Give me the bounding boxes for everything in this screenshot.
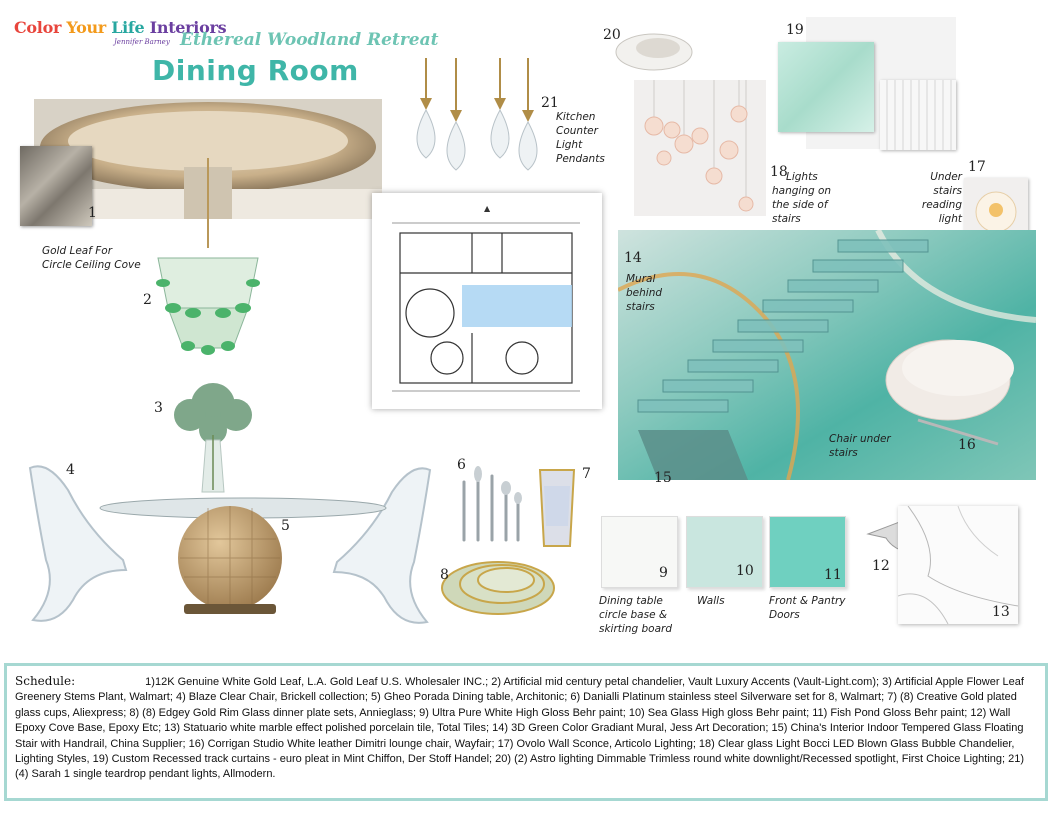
item-number-2: 2 [143,292,152,308]
item-number-1: 1 [88,205,97,221]
brand-signature: Jennifer Barney [114,38,170,46]
item-number-18: 18 [770,164,788,180]
item-caption-10: Walls [697,595,725,607]
mint-chiffon-swatch [778,42,874,132]
room-title: Dining Room [152,54,359,87]
gold-glass-cup-image [536,466,578,550]
item-number-10: 10 [736,563,754,579]
item-number-4: 4 [66,462,75,478]
item-caption-17: Under stairs reading light [921,171,962,225]
svg-text:▲: ▲ [484,204,491,213]
brand-logo [14,18,227,52]
dining-table-image [98,494,388,624]
logo-word-2: Your [66,18,112,37]
item-caption-9: Dining table circle base & skirting board [599,595,672,635]
project-title: Ethereal Woodland Retreat [180,30,439,50]
gold-rim-plates-image [440,556,562,616]
item-number-17: 17 [968,159,986,175]
item-caption-14: Mural behind stairs [626,273,663,313]
item-number-15: 15 [654,470,672,486]
bubble-chandelier-image [634,80,766,216]
schedule-panel [4,663,1048,801]
item-number-9: 9 [659,565,668,581]
greenery-plant-image [168,380,258,496]
track-curtain-image [880,80,956,150]
petal-chandelier-image [138,158,278,358]
item-number-14: 14 [624,250,642,266]
teardrop-pendants-image [404,58,552,178]
logo-word-3: Life [111,18,150,37]
item-number-20: 20 [603,27,621,43]
item-caption-16: Chair under stairs [829,433,891,459]
recessed-downlight-image [614,30,694,74]
silverware-image [454,462,526,542]
item-number-7: 7 [582,466,591,482]
item-caption-11: Front & Pantry Doors [769,595,846,621]
item-number-16: 16 [958,437,976,453]
schedule-text: 1)12K Genuine White Gold Leaf, L.A. Gold Leaf U.S. Wholesaler INC.; 2) Artificial mid century petal chandelier, Vault Luxury Accents (Vault-Light.com); 3) Artificial Apple Flower Leaf Greenery Stems Plant, Walmart; 4) Blaze Clear Chair, Brickell collection; 5) Gheo Porada Dining table, Architonic; 6) Danialli Platinum stainless steel Silverware set for 8, Walmart; 7) (8) Creative Gold plated glass cups, Aliexpress; 8) (8) Edgey Gold Rim Glass dinner plate sets, Annieglass; 9) Ultra Pure White High Gloss Behr paint; 10) Sea Glass High gloss Behr paint; 11) Fish Pond Gloss Behr paint; 12) Wall Epoxy Cove Base, Epoxy Etc; 13) Statuario white marble effect polished porcelain tile, Total Tiles; 14) 3D Green Color Gradiant Mural, Jess Art Decoration; 15) China's Interior Indoor Tempered Glass Floating Stair with Handrail, China Supplier; 16) Corrigan Studio White leather Dimitri lounge chair, Wayfair; 17) Ovolo Wall Sconce, Articolo Lighting; 18) Clear glass Light Bocci LED Blown Glass Bubble Chandelier, Lighting Styles, 19) Custom Recessed track curtains - euro pleat in Mint Chiffon, Der Stoff Handel; 20) (2) Astro lighting Dimmable Trimless round white downlight/Recessed spotlight, First Choice Lighting; 21) (4) Sarah 1 single teardrop pendant lights, Allmodern. [15,676,1025,781]
item-number-6: 6 [457,457,466,473]
gold-leaf-swatch [20,146,92,226]
logo-word-4: Interiors [149,18,227,37]
item-caption-18: Lights hanging on the side of stairs [772,171,832,225]
item-number-3: 3 [154,400,163,416]
item-number-21: 21 [541,95,559,111]
item-number-13: 13 [992,604,1010,620]
item-number-5: 5 [281,518,290,534]
item-number-12: 12 [872,558,890,574]
item-caption-21: Kitchen Counter Light Pendants [556,111,605,165]
logo-word-1: Color [14,18,67,37]
floor-plan-image [372,193,602,409]
item-number-8: 8 [440,567,449,583]
item-caption-1: Gold Leaf For Circle Ceiling Cove [42,245,141,271]
item-number-19: 19 [786,22,804,38]
item-number-11: 11 [824,567,842,583]
schedule-label: Schedule: [15,674,76,688]
